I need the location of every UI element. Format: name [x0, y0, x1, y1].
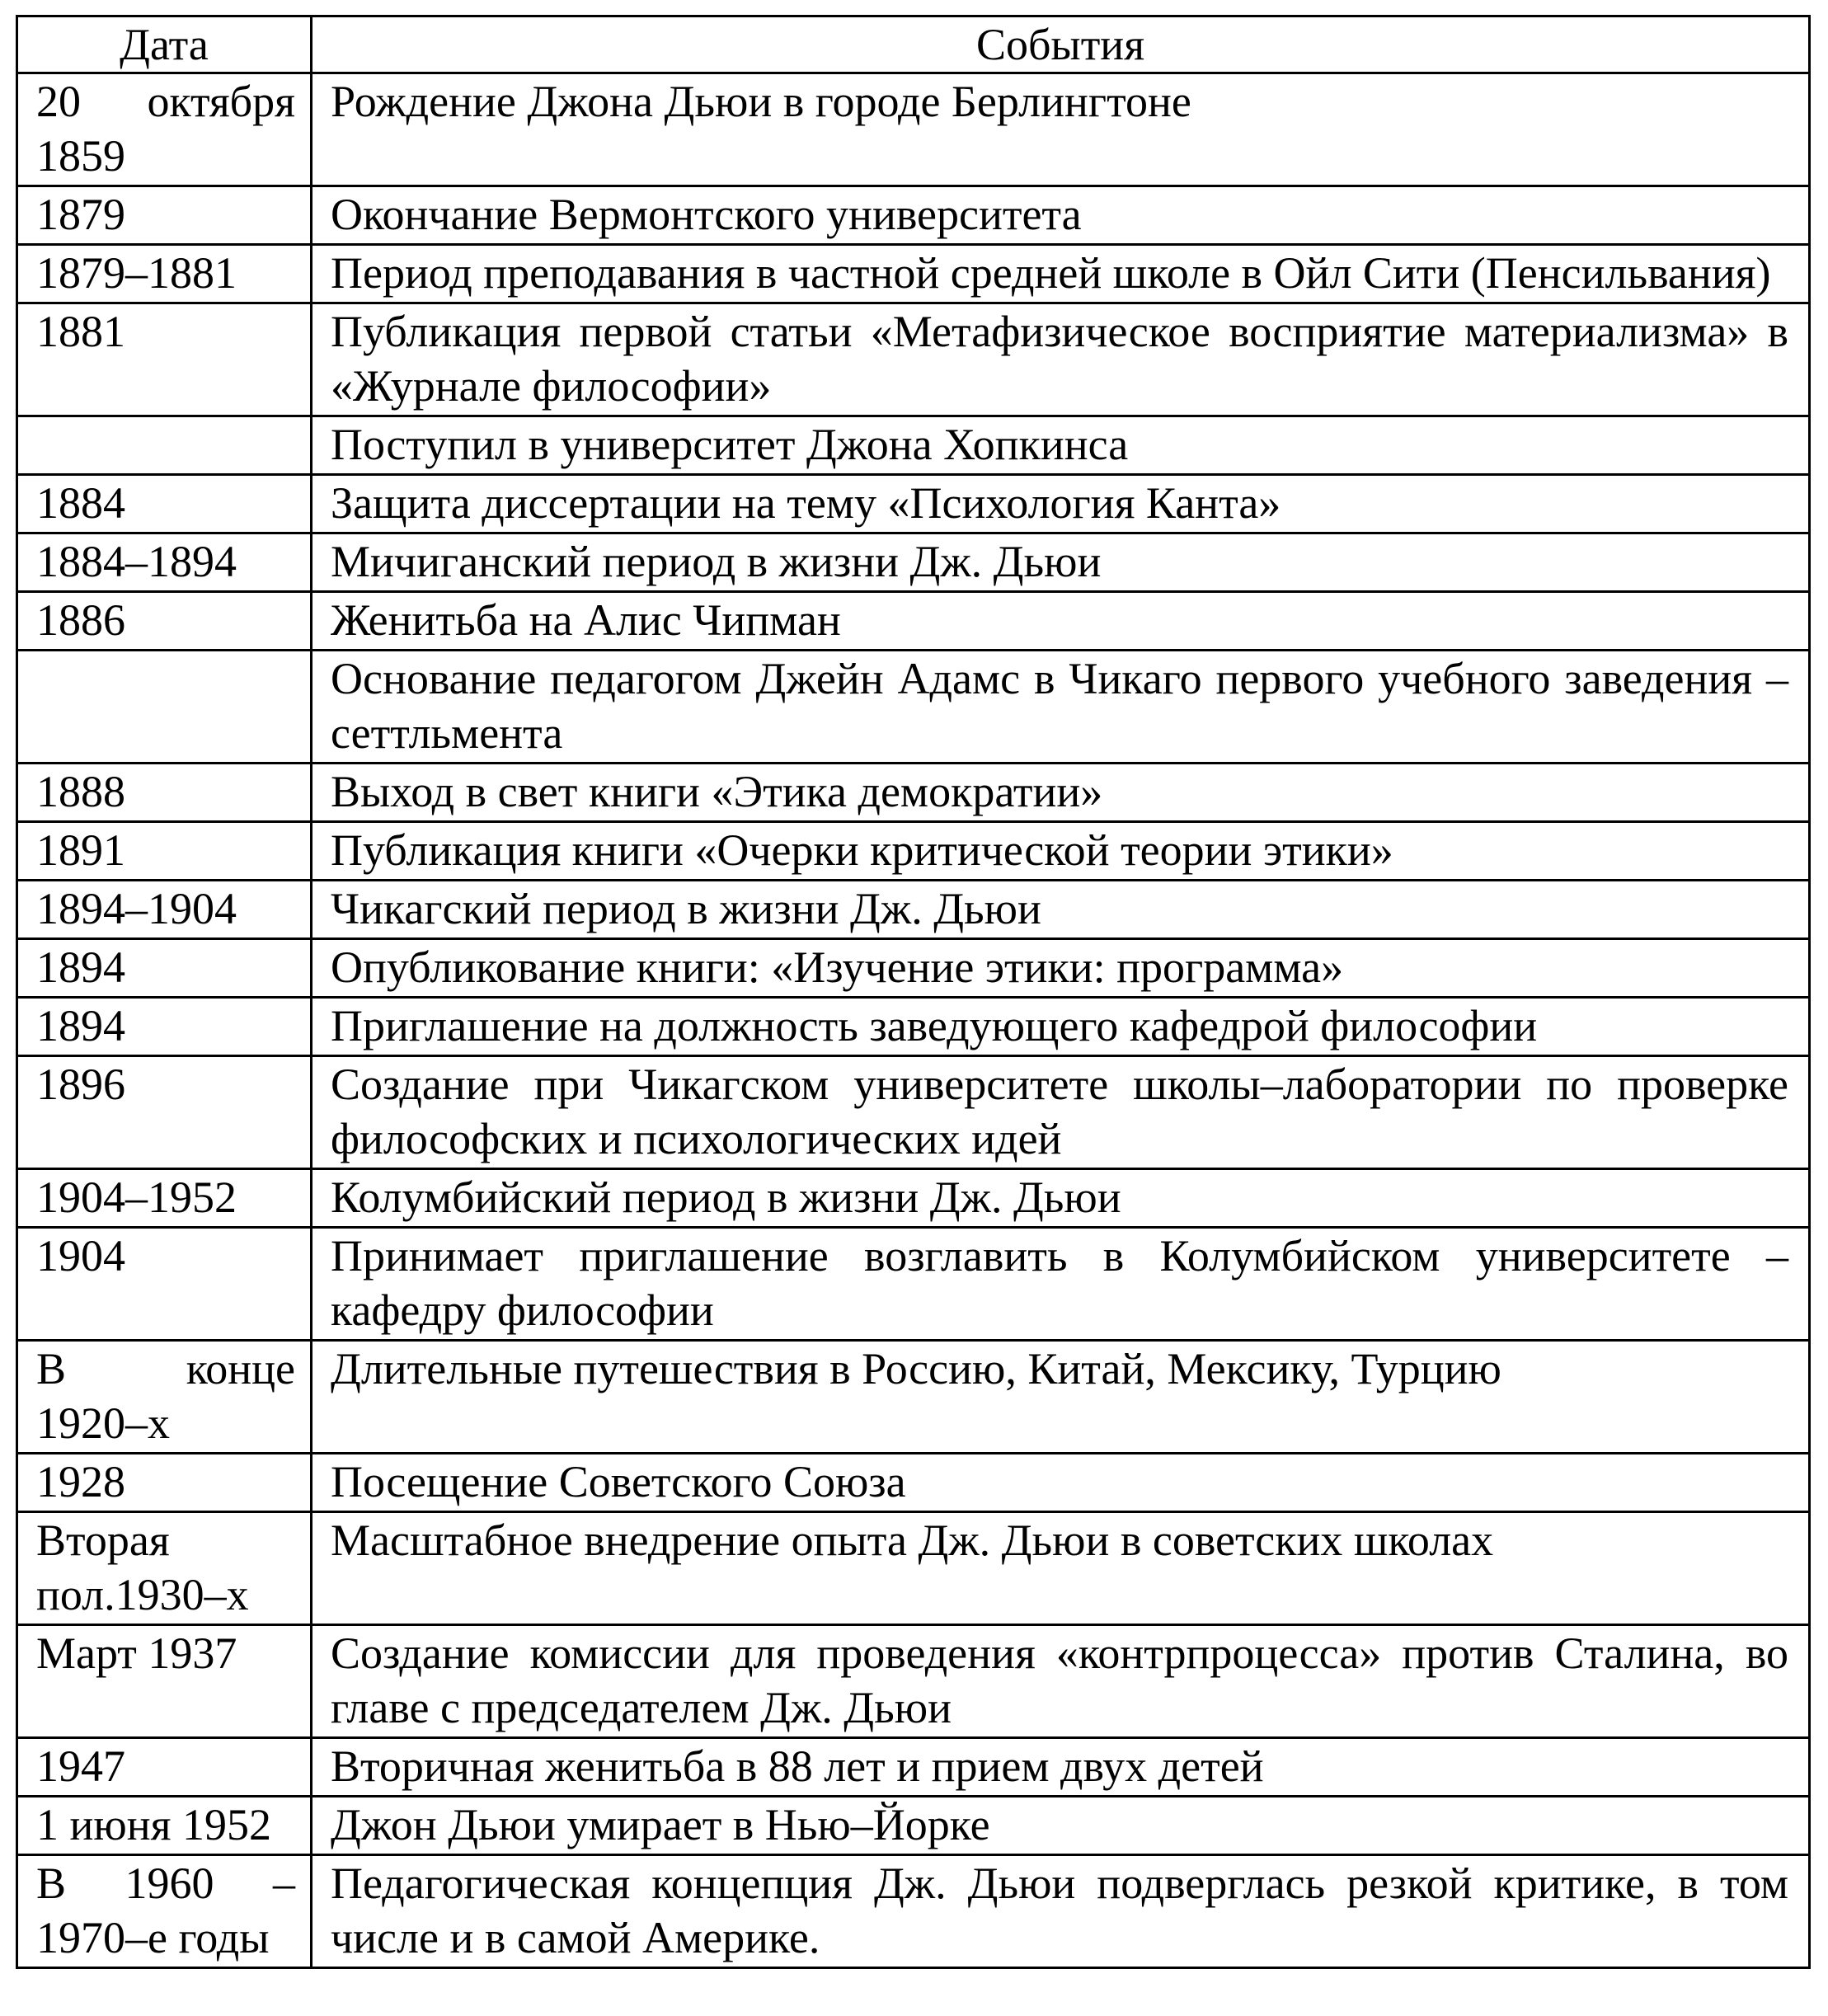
event-cell: Мичиганский период в жизни Дж. Дьюи	[312, 533, 1810, 592]
event-cell: Выход в свет книги «Этика демократии»	[312, 764, 1810, 822]
date-cell: Март 1937	[17, 1625, 312, 1738]
table-row	[17, 998, 1810, 1056]
event-cell: Масштабное внедрение опыта Дж. Дьюи в советских школах	[312, 1512, 1810, 1625]
timeline-table	[16, 15, 1811, 1969]
date-cell: В конце 1920–х	[17, 1341, 312, 1454]
date-cell: 1896	[17, 1056, 312, 1169]
event-cell: Педагогическая концепция Дж. Дьюи подверглась резкой критике, в том числе и в самой Америке.	[312, 1855, 1810, 1968]
table-row	[17, 1512, 1810, 1625]
date-cell: 1947	[17, 1738, 312, 1797]
date-cell: 1928	[17, 1454, 312, 1512]
table-row	[17, 1625, 1810, 1738]
table-row	[17, 416, 1810, 475]
date-cell: Вторая пол.1930–х	[17, 1512, 312, 1625]
event-cell: Джон Дьюи умирает в Нью–Йорке	[312, 1797, 1810, 1855]
table-row	[17, 303, 1810, 416]
event-cell: Приглашение на должность заведующего кафедрой философии	[312, 998, 1810, 1056]
table-row	[17, 1797, 1810, 1855]
table-row	[17, 1738, 1810, 1797]
event-cell: Посещение Советского Союза	[312, 1454, 1810, 1512]
date-cell: 1881	[17, 303, 312, 416]
date-cell: 1884–1894	[17, 533, 312, 592]
date-column-header: Дата	[17, 16, 312, 73]
event-cell: Колумбийский период в жизни Дж. Дьюи	[312, 1169, 1810, 1228]
date-cell: В 1960 – 1970–е годы	[17, 1855, 312, 1968]
table-header-row	[17, 16, 1810, 73]
table-row	[17, 592, 1810, 651]
date-cell	[17, 651, 312, 764]
event-cell: Принимает приглашение возглавить в Колумбийском университете – кафедру философии	[312, 1228, 1810, 1341]
table-row	[17, 1056, 1810, 1169]
table-row	[17, 73, 1810, 186]
table-row	[17, 1855, 1810, 1968]
date-cell: 1894	[17, 939, 312, 998]
table-row	[17, 475, 1810, 533]
event-cell: Публикация книги «Очерки критической теории этики»	[312, 822, 1810, 881]
date-cell: 1888	[17, 764, 312, 822]
date-cell: 1894–1904	[17, 881, 312, 939]
event-cell: Опубликование книги: «Изучение этики: программа»	[312, 939, 1810, 998]
event-cell: Женитьба на Алис Чипман	[312, 592, 1810, 651]
date-cell: 20 октября 1859	[17, 73, 312, 186]
date-cell: 1886	[17, 592, 312, 651]
date-cell: 1884	[17, 475, 312, 533]
event-cell: Период преподавания в частной средней школе в Ойл Сити (Пенсильвания)	[312, 245, 1810, 303]
table-row	[17, 939, 1810, 998]
event-cell: Основание педагогом Джейн Адамс в Чикаго первого учебного заведения – сеттльмента	[312, 651, 1810, 764]
date-cell: 1879–1881	[17, 245, 312, 303]
table-row	[17, 1169, 1810, 1228]
table-row	[17, 1454, 1810, 1512]
table-row	[17, 186, 1810, 245]
event-cell: Публикация первой статьи «Метафизическое восприятие материализма» в «Журнале философии»	[312, 303, 1810, 416]
date-cell: 1904–1952	[17, 1169, 312, 1228]
table-row	[17, 764, 1810, 822]
event-cell: Вторичная женитьба в 88 лет и прием двух детей	[312, 1738, 1810, 1797]
table-row	[17, 651, 1810, 764]
event-cell: Создание комиссии для проведения «контрпроцесса» против Сталина, во главе с председателем Дж. Дьюи	[312, 1625, 1810, 1738]
table-row	[17, 245, 1810, 303]
table-row	[17, 881, 1810, 939]
date-cell: 1904	[17, 1228, 312, 1341]
timeline-table-container	[16, 15, 1808, 1969]
event-cell: Поступил в университет Джона Хопкинса	[312, 416, 1810, 475]
event-cell: Рождение Джона Дьюи в городе Берлингтоне	[312, 73, 1810, 186]
date-cell	[17, 416, 312, 475]
event-cell: Защита диссертации на тему «Психология Канта»	[312, 475, 1810, 533]
date-cell: 1879	[17, 186, 312, 245]
event-cell: Окончание Вермонтского университета	[312, 186, 1810, 245]
events-column-header: События	[312, 16, 1810, 73]
table-body	[17, 73, 1810, 1968]
event-cell: Длительные путешествия в Россию, Китай, Мексику, Турцию	[312, 1341, 1810, 1454]
table-row	[17, 533, 1810, 592]
table-row	[17, 1341, 1810, 1454]
event-cell: Чикагский период в жизни Дж. Дьюи	[312, 881, 1810, 939]
table-row	[17, 822, 1810, 881]
date-cell: 1894	[17, 998, 312, 1056]
date-cell: 1891	[17, 822, 312, 881]
event-cell: Создание при Чикагском университете школы–лаборатории по проверке философских и психологических идей	[312, 1056, 1810, 1169]
table-row	[17, 1228, 1810, 1341]
date-cell: 1 июня 1952	[17, 1797, 312, 1855]
